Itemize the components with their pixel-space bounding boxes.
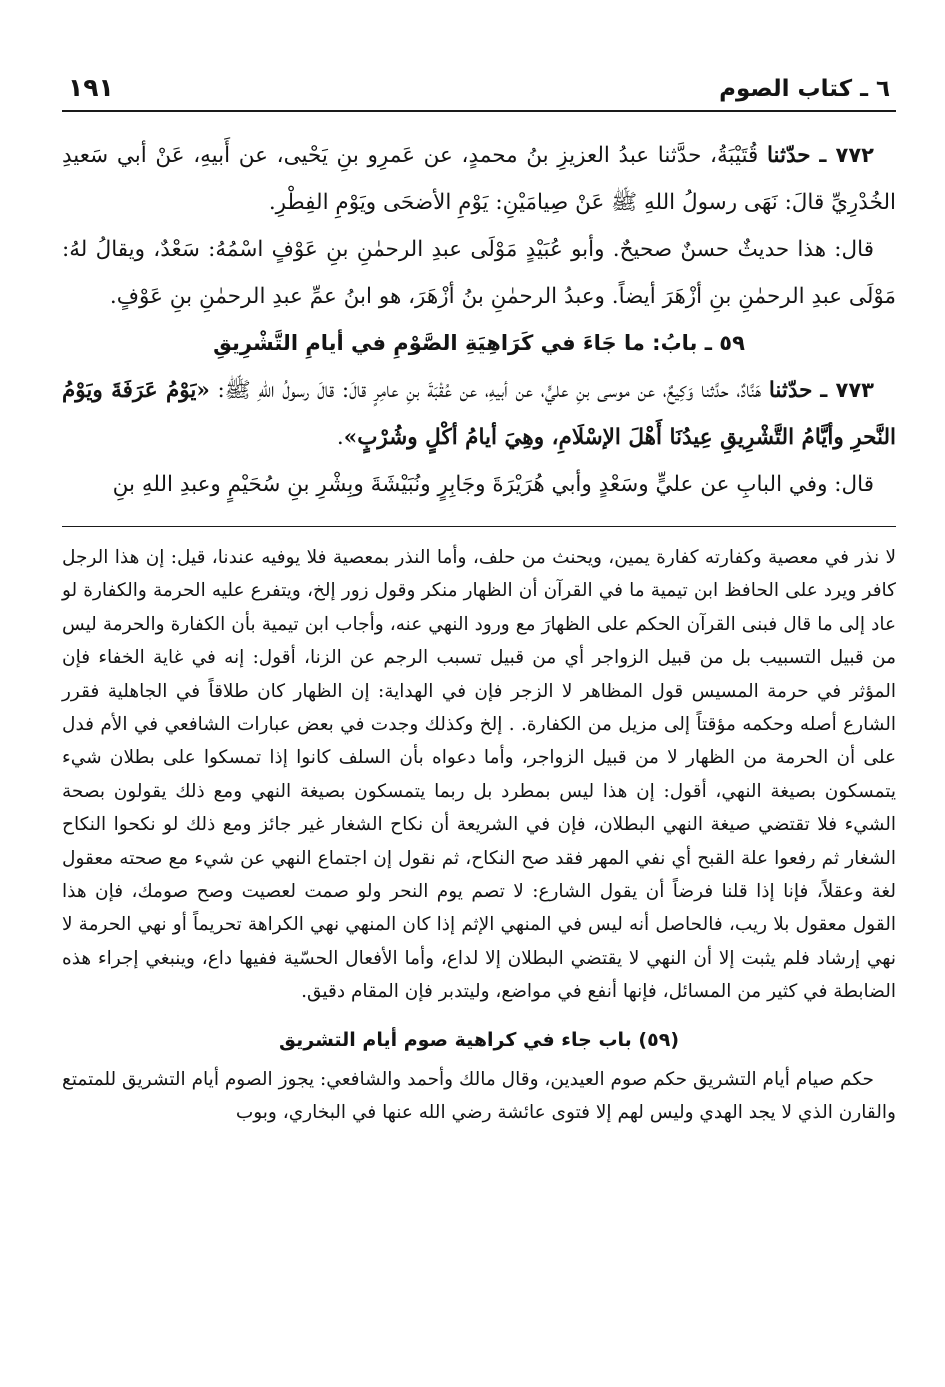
main-text: [62, 132, 896, 508]
hadith-number: ٧٧٢ ـ: [819, 143, 874, 167]
footnote-text: لا نذر في معصية وكفارته كفارة يمين، ويحنث من حلف، وأما النذر بمعصية فلا يوفيه عندنا، قيل: إن هذا الرجل كافر ويرد على الحافظ ابن تيمية ما في القرآن أن الظهار منكر وقول زور إلخ، ويتفرع عليه الحرمة والكفارة لو عاد إلى ما قال فبنى القرآن الحكم على الظهارَ مع ورود النهي عنه، وأجاب ابن تيمية بأن الكفارة والحرمة ليس من قبيل التسبيب بل من قبيل الزواجر أي من قبيل تسبب الرجم عن الزنا، أقول: إنه في غاية الخفاء فإن المؤثر في حرمة المسيس قول المظاهر لا الزجر فإن في الهداية: إن الظهار كان طلاقاً في الجاهلية فقرر الشارع أصله وحكمه مؤقتاً إلى مزيل من الكفارة. . إلخ وكذلك وجدت في بعض عبارات الشافعي في الأم فدل على أن الحرمة من الظهار لا من قبيل الزواجر، وأما دعواه بأن السلف كانوا إذا تمسكوا على بطلان شيء يتمسكون بصيغة النهي، أقول: إن هذا ليس بمطرد بل ربما يتمسكون بصيغة النهي ومع ذلك يقولون بصحة الشيء فلا تقتضي صيغة النهي البطلان، فإن في الشريعة أن نكاح الشغار غير جائز ومع ذلك لو نكحوا النكاح الشغار ثم رفعوا علة القبح أي نفي المهر فقد صح النكاح، ثم نقول إن اجتماع النهي عن شيء مع صحته معقول لغة وعقلاً، فإنا إذا قلنا فرضاً أن يقول الشارع: لا تصم يوم النحر ولو صمت لعصيت وصح صومك، فإن هذا القول معقول بلا ريب، فالحاصل أنه ليس في المنهي الإثم إذا كان المنهي نهي الكراهة تحريماً أو نهي الحرمة لا نهي إرشاد فلم يثبت إلا أن النهي لا يقتضي البطلان إلا لداع، وأما الأفعال الحسّية ففيها داع، وينبغي إجراء هذه الضابطة في كثير من المسائل، فإنها أنفع في مواضع، وليتدبر فإن المقام دقيق.: [62, 547, 896, 1003]
hadith-opening: حدّثنا: [766, 143, 811, 168]
page-number: ١٩١: [68, 73, 114, 102]
commentary-text: حكم صيام أيام التشريق حكم صوم العيدين، وقال مالك وأحمد والشافعي: يجوز الصوم أيام التشريق للمتمتع والقارن الذي لا يجد الهدي وليس لهم إلا فتوى عائشة رضي الله عنها في البخاري، وبوب: [62, 1068, 896, 1123]
hadith-opening: حدّثنا: [768, 378, 813, 403]
hadith-772: [62, 132, 896, 226]
hadith-text: قُتَيْبَةُ، حدَّثنا عبدُ العزيزِ بنُ محمدٍ، عن عَمرِو بنِ يَحْيى، عن أَبيهِ، عَنْ أبي سَعيدِ الخُدْرِيِّ قالَ: نَهَى رسولُ اللهِ ﷺ عَنْ صِيامَيْنِ: يَوْمِ الأضحَى ويَوْمِ الفِطْرِ.: [62, 143, 896, 215]
chapter-heading: ٥٩ ـ بابُ: ما جَاءَ في كَرَاهِيَةِ الصَّوْمِ في أيامِ التَّشْرِيقِ: [213, 331, 745, 355]
footnote-rule: [62, 526, 896, 527]
hadith-isnad: هَنَّادٌ، حدَّثنا وَكِيعٌ، عن موسى بنِ عليٍّ، عن أبيهِ، عن عُقْبَةَ بنِ عامِرٍ قالَ: قالَ رسولُ اللهِ ﷺ:: [217, 378, 762, 403]
running-title: ٦ ـ كتاب الصوم: [719, 76, 890, 102]
hadith-number: ٧٧٣ ـ: [820, 378, 874, 402]
hadith-772-commentary: قال: هذا حديثٌ حسنٌ صحيحٌ. وأبو عُبَيْدٍ مَوْلَى عبدِ الرحمٰنِ بنِ عَوْفٍ اسْمُهُ: سَعْدٌ، ويقالُ لهُ: مَوْلَى عبدِ الرحمٰنِ بنِ أزْهَرَ أيضاً. وعبدُ الرحمٰنِ بنُ أزْهَرَ، هو ابنُ عمِّ عبدِ الرحمٰنِ بنِ عَوْفٍ.: [62, 237, 896, 309]
hadith-773-commentary: قال: وفي البابِ عن عليٍّ وسَعْدٍ وأبي هُرَيْرَةَ وجَابِرٍ ونُبَيْشَةَ وبِشْرِ بنِ سُحَيْمٍ وعبدِ اللهِ بنِ: [112, 472, 874, 497]
hadith-matn: «يَوْمُ عَرَفَةَ ويَوْمُ النَّحرِ وأيَّامُ التَّشْرِيقِ عِيدُنَا أَهْلَ الإسْلَامِ، وهِيَ أيامُ أكْلٍ وشُرْبٍ»: [62, 378, 896, 450]
hadith-matn-end: .: [336, 425, 344, 450]
footnotes: [62, 541, 896, 1009]
hadith-773: [62, 367, 896, 461]
commentary-heading: (٥٩) باب جاء في كراهية صوم أيام التشريق: [279, 1028, 679, 1051]
page-header: [62, 58, 896, 102]
header-rule: [62, 110, 896, 112]
book-page: [62, 58, 896, 1129]
